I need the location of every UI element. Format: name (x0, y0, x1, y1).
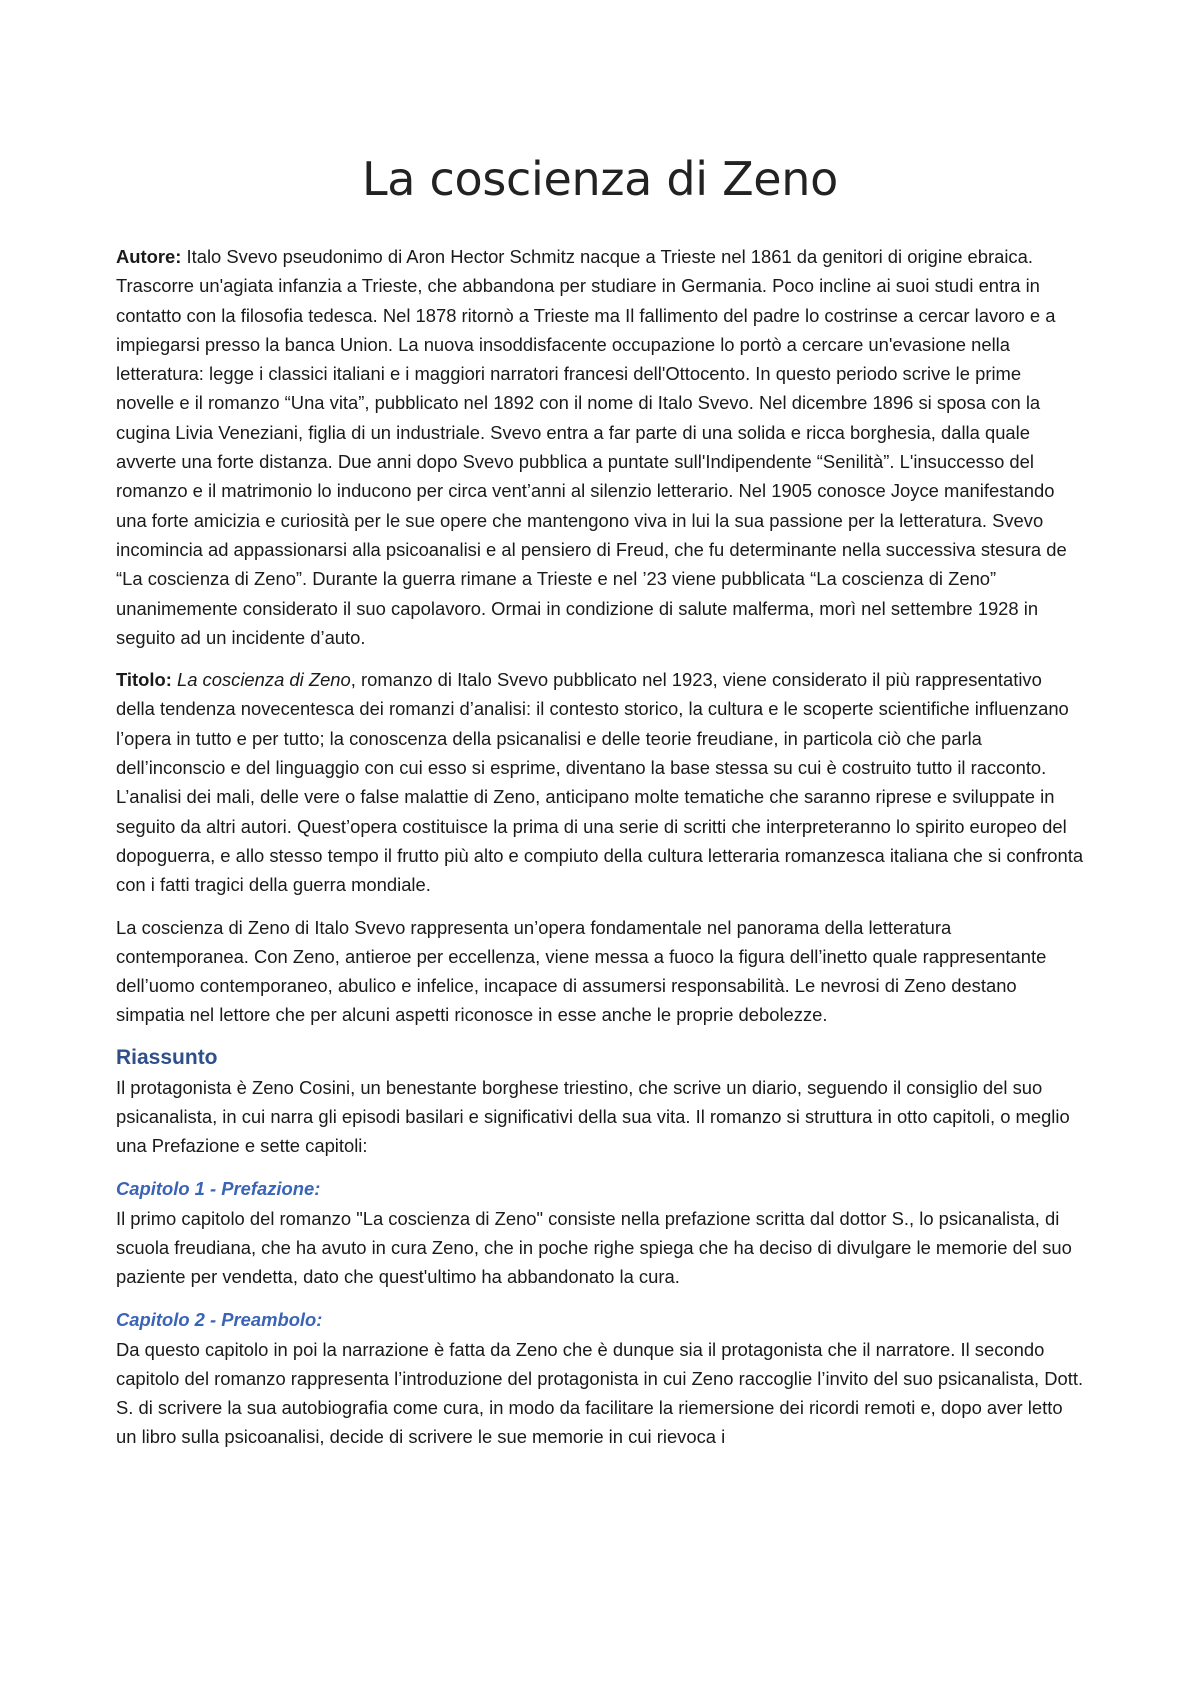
chapter-1-heading: Capitolo 1 - Prefazione: (116, 1177, 321, 1199)
titolo-italic-title: La coscienza di Zeno (176, 669, 351, 691)
document-body (116, 150, 1084, 1465)
autore-label: Autore: (116, 246, 182, 267)
document-title: La coscienza di Zeno (361, 152, 839, 206)
chapter-2-paragraph: Da questo capitolo in poi la narrazione è fatta da Zeno che è dunque sia il protagonista che il narratore. Il secondo capitolo del romanzo rappresenta l’introduzione del protagonista in cui Zeno raccoglie l’invito del suo psicanalista, Dott. S. di scrivere la sua autobiografia come cura, in modo da facilitare la riemersione dei ricordi remoti e, dopo aver letto un libro sulla psicoanalisi, decide di scrivere le sue memorie in cui rievoca i (116, 1338, 1084, 1448)
titolo-paragraph (116, 665, 1084, 899)
chapter-2-heading: Capitolo 2 - Preambolo: (116, 1308, 323, 1330)
titolo-text: , romanzo di Italo Svevo pubblicato nel 1923, viene considerato il più rappresentativo della tendenza novecentesca dei romanzi d’analisi: il contesto storico, la cultura e le scoperte scientifiche influenzano l’opera in tutto e per tutto; la conoscenza della psicanalisi e delle teorie freudiane, in particola ciò che parla dell’inconscio e del linguaggio con cui esso si esprime, diventano la base stessa su cui è costruito tutto il racconto. L’analisi dei mali, delle vere o false malattie di Zeno, anticipano molte tematiche che saranno riprese e sviluppate in seguito da altri autori. Quest’opera costituisce la prima di una serie di scritti che interpreteranno lo spirito europeo del dopoguerra, e allo stesso tempo il frutto più alto e compiuto della cultura letteraria romanzesca italiana che si confronta con i fatti tragici della guerra mondiale. (116, 669, 1084, 896)
autore-text: Italo Svevo pseudonimo di Aron Hector Schmitz nacque a Trieste nel 1861 da genitori di origine ebraica. Trascorre un'agiata infanzia a Trieste, che abbandona per studiare in Germania. Poco incline ai suoi studi entra in contatto con la filosofia tedesca. Nel 1878 ritornò a Trieste ma Il fallimento del padre lo costrinse a cercar lavoro e a impiegarsi presso la banca Union. La nuova insoddisfacente occupazione lo portò a cercare un'evasione nella letteratura: legge i classici italiani e i maggiori narratori francesi dell'Ottocento. In questo periodo scrive le prime novelle e il romanzo “Una vita”, pubblicato nel 1892 con il nome di Italo Svevo. Nel dicembre 1896 si sposa con la cugina Livia Veneziani, figlia di un industriale. Svevo entra a far parte di una solida e ricca borghesia, dalla quale avverte una forte distanza. Due anni dopo Svevo pubblica a puntate sull'Indipendente “Senilità”. L'insuccesso del romanzo e il matrimonio lo inducono per circa vent’anni al silenzio letterario. Nel 1905 conosce Joyce manifestando una forte amicizia e curiosità per le sue opere che mantengono viva in lui la sua passione per la letteratura. Svevo incomincia ad appassionarsi alla psicoanalisi e al pensiero di Freud, che fu determinante nella successiva stesura de “La coscienza di Zeno”. Durante la guerra rimane a Trieste e nel ’23 viene pubblicata “La coscienza di Zeno” unanimemente considerato il suo capolavoro. Ormai in condizione di salute malferma, morì nel settembre 1928 in seguito ad un incidente d’auto. (116, 246, 1067, 648)
titolo-label: Titolo: (116, 669, 172, 691)
riassunto-paragraph: Il protagonista è Zeno Cosini, un benestante borghese triestino, che scrive un diario, seguendo il consiglio del suo psicanalista, in cui narra gli episodi basilari e significativi della sua vita. Il romanzo si struttura in otto capitoli, o meglio una Prefazione e sette capitoli: (116, 1076, 1070, 1157)
autore-paragraph (116, 242, 1084, 652)
riassunto-heading: Riassunto (116, 1045, 218, 1069)
intro-paragraph: La coscienza di Zeno di Italo Svevo rappresenta un’opera fondamentale nel panorama della letteratura contemporanea. Con Zeno, antieroe per eccellenza, viene messa a fuoco la figura dell’inetto quale rappresentante dell’uomo contemporaneo, abulico e infelice, incapace di assumersi responsabilità. Le nevrosi di Zeno destano simpatia nel lettore che per alcuni aspetti riconosce in esse anche le proprie debolezze. (116, 916, 1047, 1026)
chapter-1-paragraph: Il primo capitolo del romanzo "La coscienza di Zeno" consiste nella prefazione scritta dal dottor S., lo psicanalista, di scuola freudiana, che ha avuto in cura Zeno, che in poche righe spiega che ha deciso di divulgare le memorie del suo paziente per vendetta, dato che quest'ultimo ha abbandonato la cura. (116, 1207, 1072, 1288)
